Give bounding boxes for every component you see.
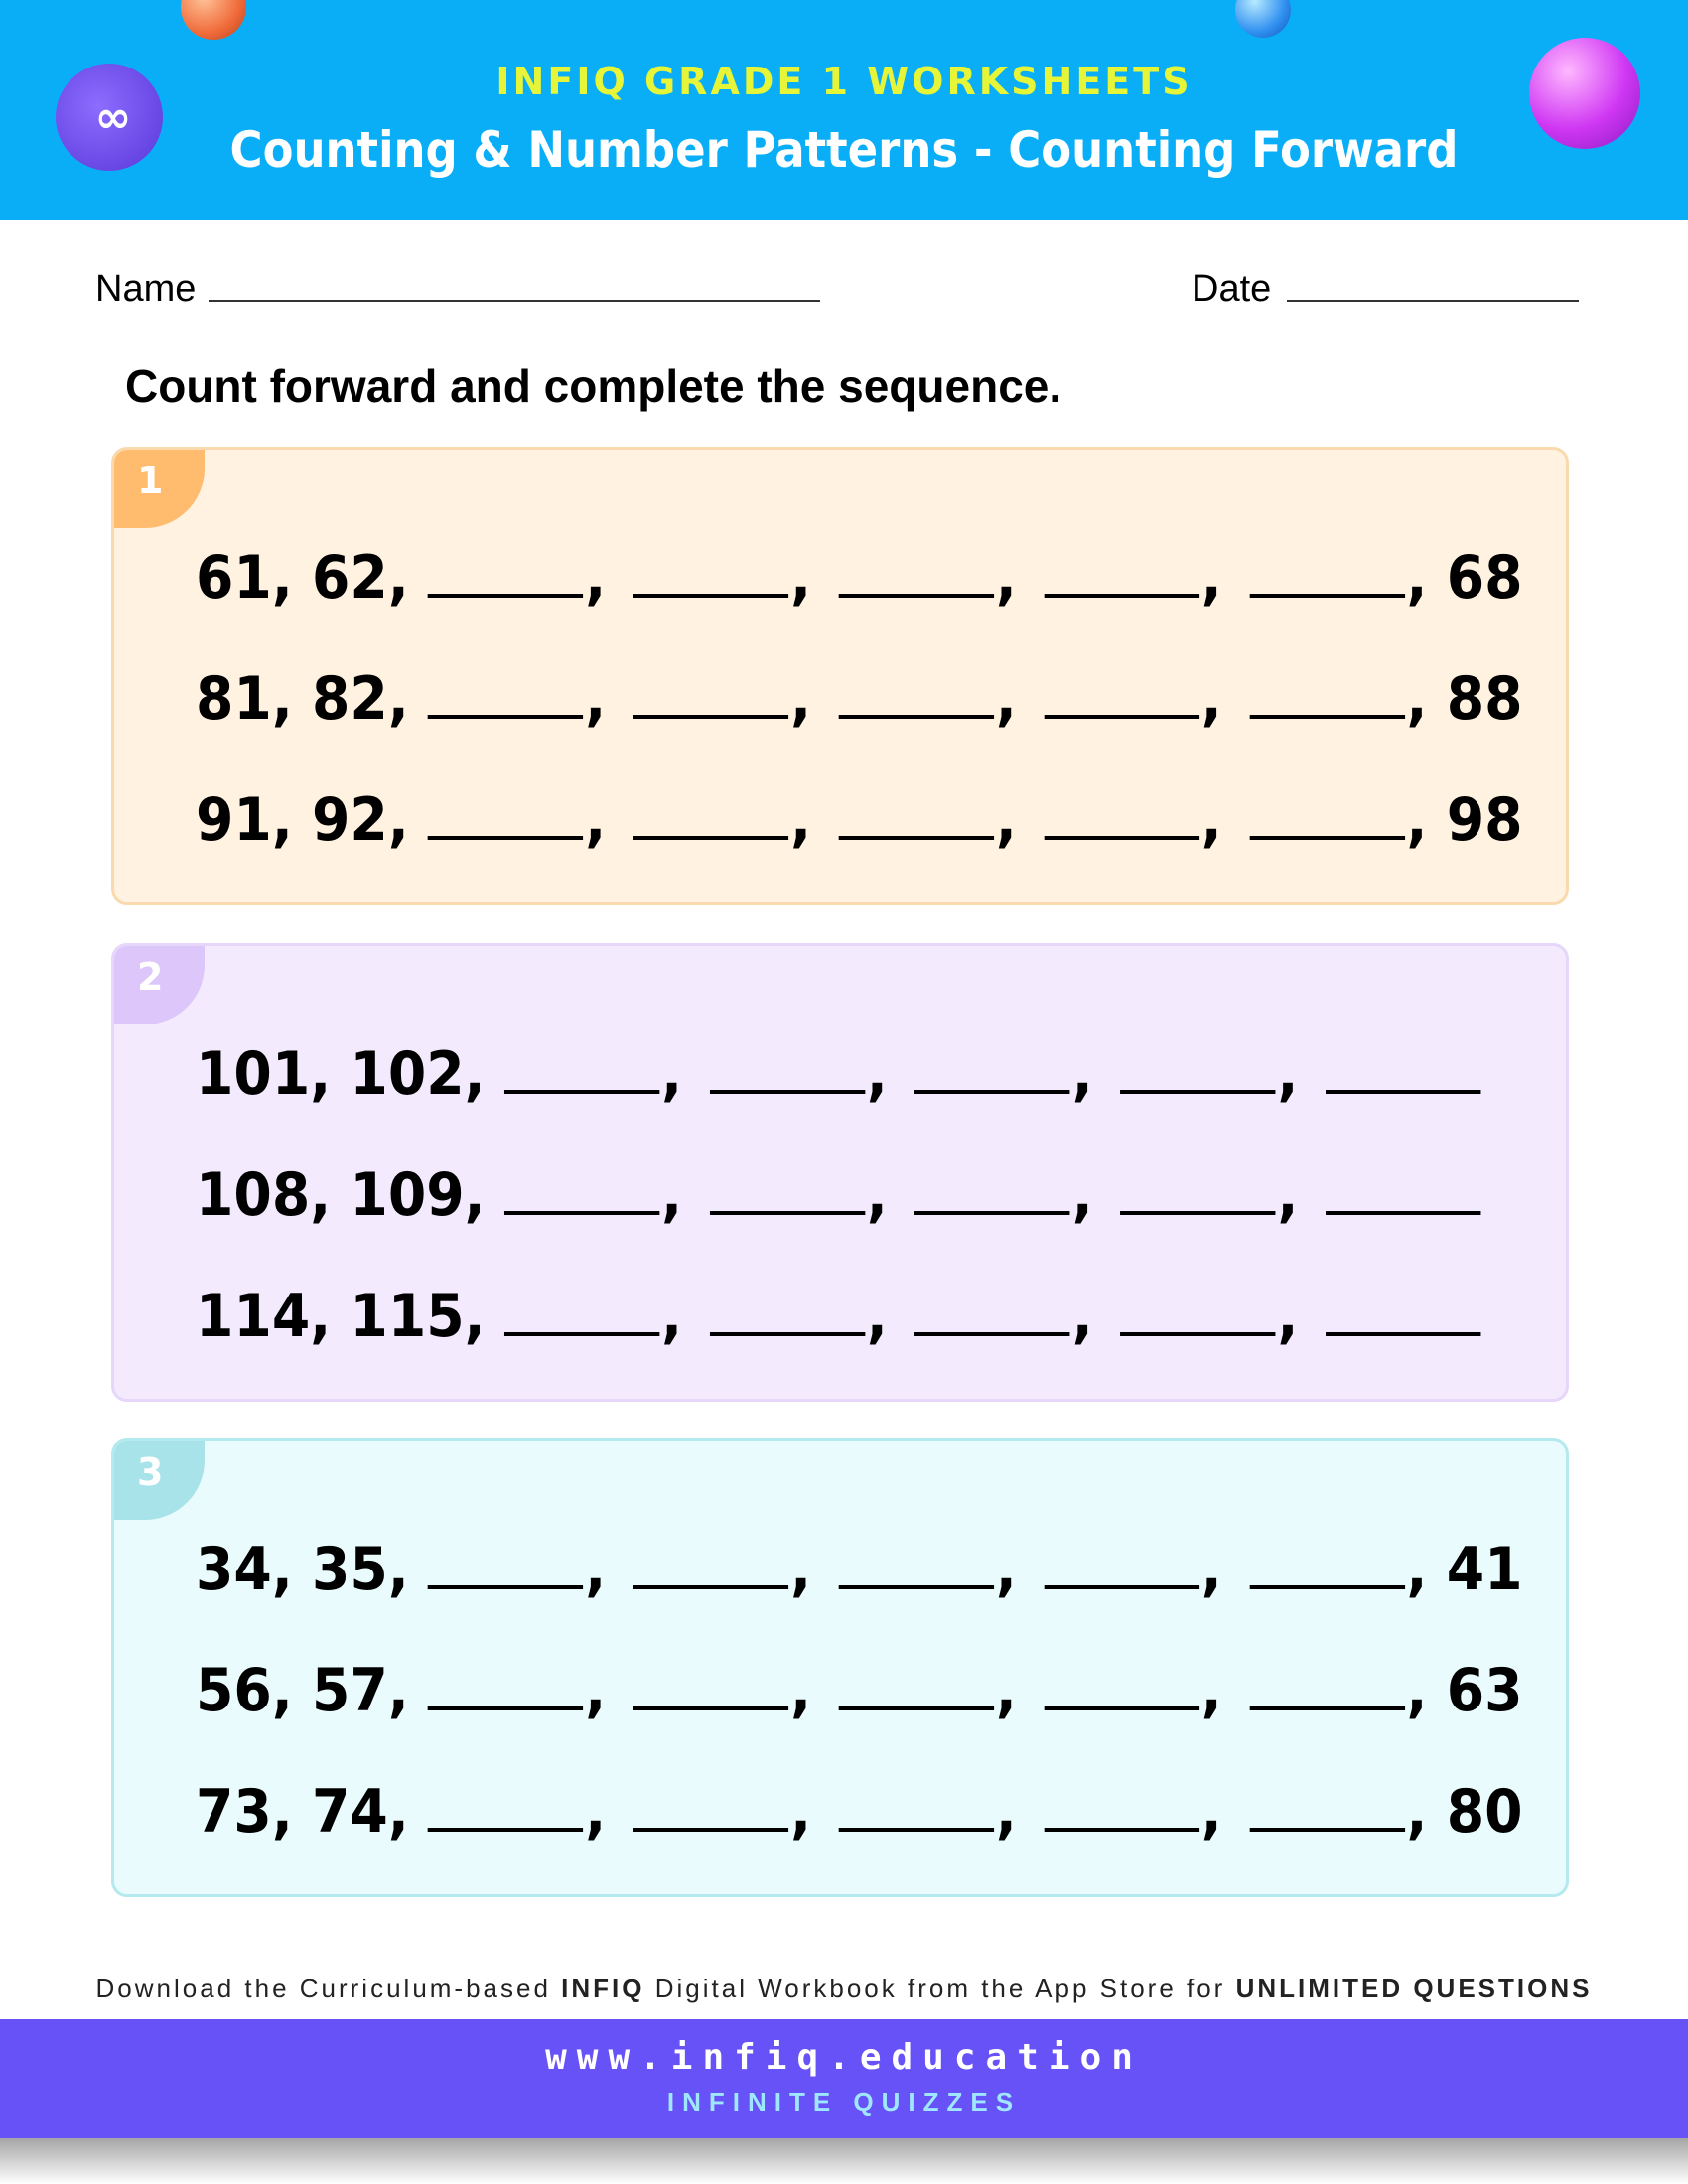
name-label: Name (95, 268, 197, 310)
answer-blank[interactable] (428, 792, 583, 840)
answer-blank[interactable] (1120, 1289, 1275, 1336)
answer-blank[interactable] (633, 792, 788, 840)
answer-blank[interactable] (914, 1167, 1069, 1215)
answer-blank[interactable] (1044, 792, 1198, 840)
question-box-1 (111, 447, 1569, 905)
logo-glyph: ∞ (94, 91, 124, 143)
sequence-end: , 41 (1406, 1535, 1523, 1604)
question-box-2 (111, 943, 1569, 1402)
sequence-row: 73, 74, , , , , , 80 (196, 1777, 1523, 1846)
answer-blank[interactable] (1326, 1167, 1480, 1215)
name-field-line[interactable] (209, 300, 820, 302)
sequence-row: 81, 82, , , , , , 88 (196, 664, 1523, 734)
answer-blank[interactable] (1044, 1663, 1198, 1710)
answer-blank[interactable] (428, 1784, 583, 1832)
answer-blank[interactable] (633, 1542, 788, 1589)
sequence-end: , 68 (1406, 543, 1523, 613)
sequence-start: 34, 35, (196, 1535, 409, 1604)
answer-blank[interactable] (839, 1784, 994, 1832)
blue-ball-decoration (1235, 0, 1291, 38)
answer-blank[interactable] (1249, 1542, 1404, 1589)
answer-blank[interactable] (710, 1046, 865, 1094)
answer-blank[interactable] (1326, 1289, 1480, 1336)
answer-blank[interactable] (633, 1663, 788, 1710)
header-kicker: INFIQ GRADE 1 WORKSHEETS (495, 60, 1193, 103)
sequence-end: , 80 (1406, 1777, 1523, 1846)
answer-blank[interactable] (1326, 1046, 1480, 1094)
footer-bar (0, 2019, 1688, 2138)
sequence-end: , 88 (1406, 664, 1523, 734)
answer-blank[interactable] (839, 671, 994, 719)
sequence-row: 91, 92, , , , , , 98 (196, 785, 1523, 855)
promo-emphasis: UNLIMITED QUESTIONS (1235, 1974, 1593, 2003)
sequence-row: 56, 57, , , , , , 63 (196, 1656, 1523, 1725)
page-shadow (0, 2138, 1688, 2184)
sequence-row: 61, 62, , , , , , 68 (196, 543, 1523, 613)
answer-blank[interactable] (428, 550, 583, 598)
answer-blank[interactable] (914, 1046, 1069, 1094)
answer-blank[interactable] (1249, 1663, 1404, 1710)
instruction-text: Count forward and complete the sequence. (125, 360, 1062, 412)
sequence-row: 34, 35, , , , , , 41 (196, 1535, 1523, 1604)
question-number-badge: 2 (111, 943, 205, 1024)
answer-blank[interactable] (633, 550, 788, 598)
answer-blank[interactable] (504, 1046, 659, 1094)
promo-text: Download the Curriculum-based (95, 1974, 562, 2003)
sequence-start: 91, 92, (196, 785, 409, 855)
sequence-start: 56, 57, (196, 1656, 409, 1725)
answer-blank[interactable] (1044, 1784, 1198, 1832)
answer-blank[interactable] (1120, 1046, 1275, 1094)
answer-blank[interactable] (1044, 1542, 1198, 1589)
sequence-start: 108, 109, (196, 1160, 486, 1230)
website-link[interactable]: www.infiq.education (545, 2037, 1143, 2078)
promo-brand: INFIQ (561, 1974, 645, 2003)
date-field-line[interactable] (1287, 300, 1579, 302)
answer-blank[interactable] (914, 1289, 1069, 1336)
answer-blank[interactable] (710, 1289, 865, 1336)
answer-blank[interactable] (428, 671, 583, 719)
answer-blank[interactable] (839, 1663, 994, 1710)
worksheet-title: Counting & Number Patterns - Counting Forward (229, 121, 1459, 179)
answer-blank[interactable] (839, 550, 994, 598)
question-box-3 (111, 1438, 1569, 1897)
answer-blank[interactable] (428, 1663, 583, 1710)
app-store-promo (0, 1974, 1688, 2004)
sequence-row: 114, 115, , , , , (196, 1282, 1482, 1351)
answer-blank[interactable] (504, 1289, 659, 1336)
answer-blank[interactable] (633, 1784, 788, 1832)
sequence-start: 114, 115, (196, 1282, 486, 1351)
promo-text: Digital Workbook from the App Store for (644, 1974, 1236, 2003)
question-number-badge: 1 (111, 447, 205, 528)
sequence-end: , 63 (1406, 1656, 1523, 1725)
sequence-start: 73, 74, (196, 1777, 409, 1846)
answer-blank[interactable] (839, 1542, 994, 1589)
answer-blank[interactable] (1249, 792, 1404, 840)
worksheet-header (0, 0, 1688, 220)
answer-blank[interactable] (1249, 1784, 1404, 1832)
sequence-start: 81, 82, (196, 664, 409, 734)
answer-blank[interactable] (1120, 1167, 1275, 1215)
answer-blank[interactable] (428, 1542, 583, 1589)
sequence-end: , 98 (1406, 785, 1523, 855)
answer-blank[interactable] (1249, 671, 1404, 719)
answer-blank[interactable] (1044, 550, 1198, 598)
date-label: Date (1192, 268, 1272, 310)
sequence-row: 101, 102, , , , , (196, 1039, 1482, 1109)
answer-blank[interactable] (504, 1167, 659, 1215)
question-number-badge: 3 (111, 1438, 205, 1520)
sequence-start: 101, 102, (196, 1039, 486, 1109)
answer-blank[interactable] (839, 792, 994, 840)
sequence-start: 61, 62, (196, 543, 409, 613)
answer-blank[interactable] (1044, 671, 1198, 719)
answer-blank[interactable] (633, 671, 788, 719)
sequence-row: 108, 109, , , , , (196, 1160, 1482, 1230)
answer-blank[interactable] (1249, 550, 1404, 598)
orange-ball-decoration (181, 0, 246, 40)
answer-blank[interactable] (710, 1167, 865, 1215)
footer-tagline: INFINITE QUIZZES (666, 2087, 1022, 2116)
